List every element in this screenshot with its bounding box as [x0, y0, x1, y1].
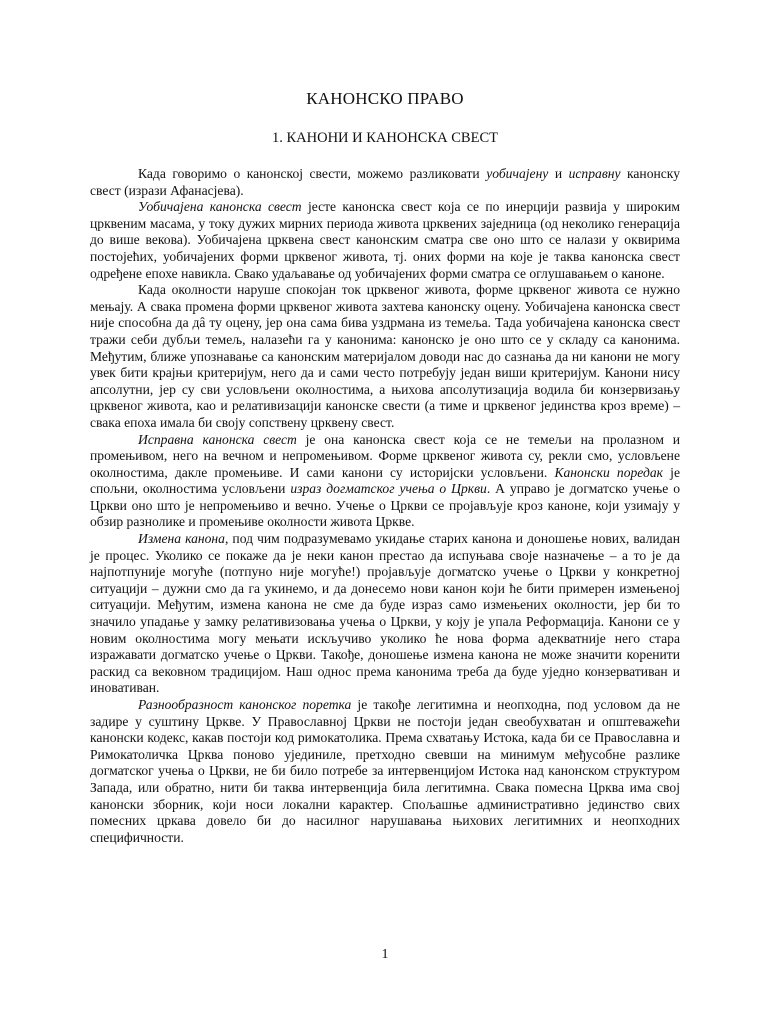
italic-term: Уобичајена канонска свест	[138, 199, 302, 215]
body-text	[90, 166, 680, 846]
italic-term: Исправна канонска свест	[138, 431, 297, 447]
text-run: јесте канонска свест која се по инерцији развија у широким црквеним масама, у току дужих мирних периода живота црквених заједница (од неколико генерација до више векова). Уобичајена црквена свест канонским сматра све оно што се налази у оквирима постојећих, уобичајених форми црквеног живота, тј. оних форми на које је таква канонска свест одређене епохе навикла. Свако удаљавање од уобичајених форми сматра се оглушавањем о каноне.	[90, 199, 681, 281]
italic-term: Разнообразност канонског поретка	[138, 697, 352, 712]
paragraph-3	[90, 282, 680, 431]
paragraph-4	[90, 432, 680, 532]
italic-term: исправну	[568, 166, 621, 181]
section-heading: 1. КАНОНИ И КАНОНСКА СВЕСТ	[272, 130, 498, 146]
page-number: 1	[381, 947, 389, 962]
text-run: Када околности наруше спокојан ток црквеног живота, форме црквеног живота се нужно мењају. А свака промена форми црквеног живота захтева канонску оцену. Уобичајена канонска свест није способна да дâ ту оцену, јер она сама бива уздрмана из темеља. Тада уобичајена канонска свест тражи себи дубљи темељ, налазећи га у канонима: канонско је оно што се у складу са канонима. Међутим, ближе упознавање са канонским материјалом доводи нас до сазнања да ни канони не могу увек бити крајњи критеријум, него да и сами често потребују један виши критеријум. Канони нису апсолутни, јер су сви условљени околностима, а њихова апсолутизација водила би конзервизању црквеног живота, као и релативизацији канонске свести (а тиме и црквеног јединства кроз време) – свака епоха имала би своју сопствену црквену свест.	[90, 282, 680, 430]
paragraph-2	[90, 199, 680, 282]
italic-term: Измена канона	[138, 531, 225, 547]
document-page	[90, 0, 680, 1024]
text-run: је такође легитимна и неопходна, под условом да не задире у суштину Цркве. У Православној Цркви не постоји један свеобухватан и општеважећи канонски кодекс, какав постоји код римокатолика. Према схватању Истока, када би се Православна и Римокатоличка Црква поново ујединиле, претходно свевши на минимум међусобне разлике догматског учења о Цркви, не би било потребе за интервенцијом Истока над канонском структуром Запада, или обратно, нити би таква интервенција била легитимна. Свака помесна Црква има свој канонски зборник, који носи локални карактер. Спољашње административно јединство свих помесних цркава довело би до насилног нарушавања њихових легитимних и неопходних специфичности.	[90, 697, 680, 845]
text-run: Када говоримо о канонској свести, можемо разликовати	[138, 166, 487, 181]
paragraph-5	[90, 531, 680, 697]
italic-term: израз догматског учења о Цркви	[290, 481, 487, 497]
document-title: КАНОНСКО ПРАВО	[306, 89, 464, 108]
text-run: је она канонска свест која се не темељи на пролазном и промењивом, него на вечном и непромењивом. Форме црквеног живота су, рекли смо, условљене околностима, дакле промењиве. И сами канони су историјски условљени.	[90, 431, 681, 480]
text-run: и	[548, 166, 569, 181]
paragraph-1	[90, 166, 680, 199]
text-run: . А управо је догматско учење о Цркви оно што је непромењиво и вечно. Учење о Цркви се пројављује кроз каноне, који узимају у обзир разнолике и промењиве околности живота Цркве.	[90, 481, 680, 530]
italic-term: уобичајену	[486, 166, 549, 181]
italic-term: Канонски поредак	[554, 464, 664, 480]
text-run: , под чим подразумевамо укидање старих канона и доношење нових, валидан је процес. Уколико се покаже да је неки канон престао да испуњава своје назначење – а то је да најпотпуније могуће (потпуно није могуће!) пројављује догматско учење о Цркви у конкретној ситуацији – дужни смо да га укинемо, и да донесемо нови канон који ће бити примерен измењеној ситуацији. Међутим, измена канона не сме да буде израз само измењених околности, јер би то значило упадање у замку релативизовања учења о Цркви, у коју је упала Реформација. Канони се у новим околностима могу мењати искључиво уколико ће нова форма адекватније него стара изражавати догматско учење о Цркви. Такође, доношење измена канона не може значити коренити раскид са вековном традицијом. Наш однос према канонима треба да буде уједно конзервативан и иновативан.	[90, 531, 680, 696]
text-run: канонску свест (изрази Афанасјева).	[90, 166, 681, 198]
text-run: је спољни, околностима условљени	[90, 464, 680, 497]
paragraph-6	[90, 697, 680, 846]
